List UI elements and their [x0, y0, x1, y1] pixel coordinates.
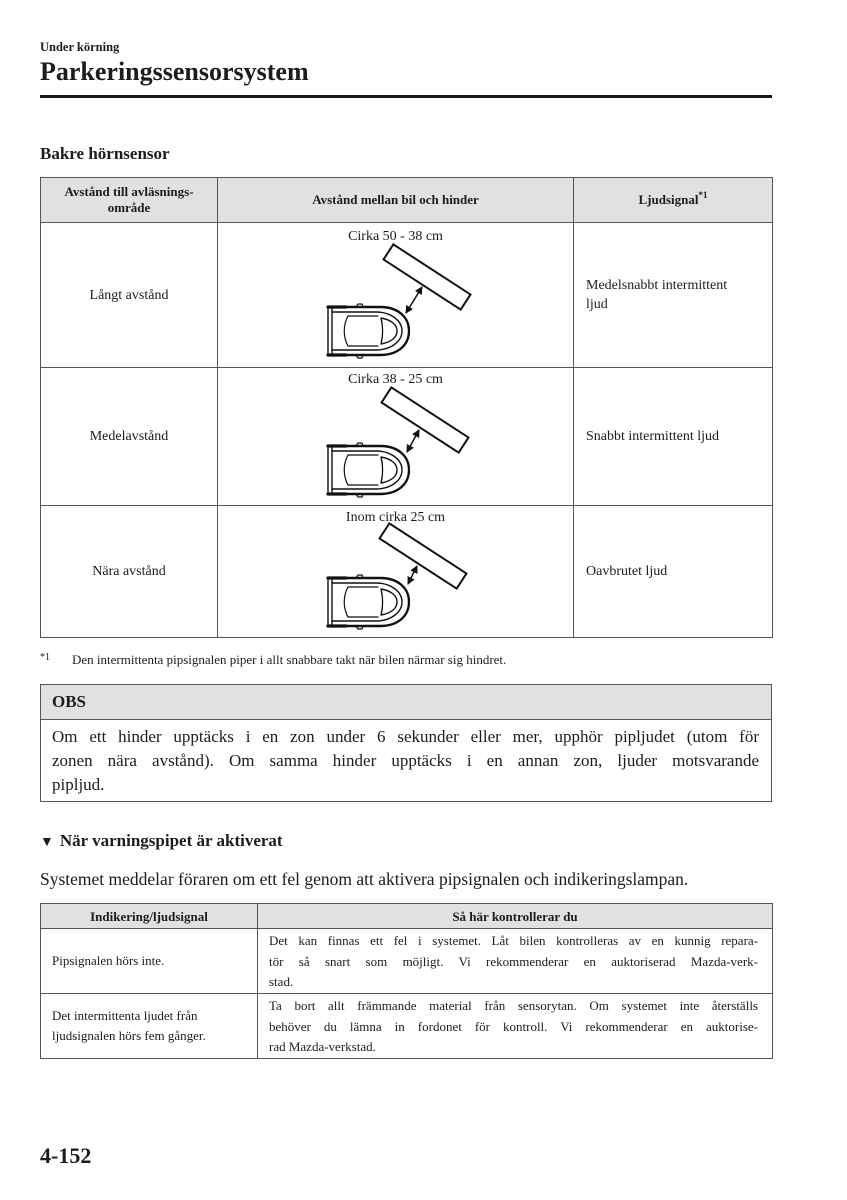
- signal-cell: [574, 223, 773, 368]
- diagram-wrap: [218, 368, 573, 505]
- column-header-signal: [574, 178, 773, 223]
- indication-cell: [41, 994, 258, 1059]
- range-cell: Medelavstånd: [41, 368, 218, 506]
- indication-line: ljudsignalen hörs fem gånger.: [52, 1028, 206, 1043]
- footnote: [40, 650, 506, 668]
- action-line: tör så snart som möjligt. Vi rekommenderar en auktoriserad Mazda-verk-: [269, 953, 758, 969]
- column-header-range: [41, 178, 218, 223]
- triangle-down-icon: ▼: [40, 835, 54, 850]
- warning-section-title: När varningspipet är aktiverat: [59, 831, 283, 850]
- table-row: [41, 223, 773, 368]
- column-header-signal-label: Ljudsignal: [638, 192, 699, 207]
- action-cell: [258, 929, 773, 994]
- indication-line: Pipsignalen hörs inte.: [52, 953, 165, 968]
- notice-line: pipljud.: [52, 775, 105, 794]
- table-row: [41, 929, 773, 994]
- table-row: [41, 368, 773, 506]
- diagram-cell: [218, 506, 574, 638]
- signal-line: Oavbrutet ljud: [586, 564, 668, 579]
- obstacle-bar: [382, 387, 469, 452]
- car-icon: [328, 443, 409, 497]
- indication-line: Det intermittenta ljudet från: [52, 1008, 198, 1023]
- distance-caption: Cirka 38 - 25 cm: [348, 372, 443, 387]
- running-header: Under körning: [40, 40, 120, 54]
- notice-line: zonen nära avstånd). Om samma hinder upptäcks i en annan zon, ljuder motsvarande: [52, 751, 759, 770]
- obstacle-bar: [384, 244, 471, 309]
- action-cell: [258, 994, 773, 1059]
- action-line: rad Mazda-verkstad.: [269, 1039, 376, 1054]
- column-header-distance: Avstånd mellan bil och hinder: [218, 178, 574, 223]
- action-line: stad.: [269, 974, 294, 989]
- range-cell: Långt avstånd: [41, 223, 218, 368]
- diagram-cell: [218, 223, 574, 368]
- warning-intro: Systemet meddelar föraren om ett fel genom att aktivera pipsignalen och indikeringslampan.: [40, 869, 689, 889]
- troubleshooting-header-row: [41, 904, 773, 929]
- footnote-mark: *1: [40, 652, 50, 663]
- notice-body: [41, 720, 771, 797]
- footnote-ref: *1: [698, 190, 708, 200]
- column-header-range-line: område: [107, 200, 151, 215]
- page-title: Parkeringssensorsystem: [40, 57, 309, 86]
- action-line: Det kan finnas ett fel i systemet. Låt bilen kontrolleras av en kunnig repara-: [269, 933, 758, 948]
- signal-line: ljud: [586, 297, 608, 312]
- distance-arrow: [408, 566, 417, 584]
- sensor-table-header-row: [41, 178, 773, 223]
- signal-line: Medelsnabbt intermittent: [586, 278, 728, 293]
- indication-cell: [41, 929, 258, 994]
- sensor-table: [40, 177, 773, 638]
- signal-cell: [574, 368, 773, 506]
- diagram-wrap: [218, 223, 573, 367]
- troubleshooting-table: [40, 903, 773, 1059]
- action-line: behöver du lämna in fordonet för kontroll. Vi rekommenderar en auktorise-: [269, 1018, 758, 1034]
- car-icon: [328, 575, 409, 629]
- page-number: 4-152: [40, 1143, 92, 1168]
- action-line: Ta bort allt främmande material från sensorytan. Om systemet inte återställs: [269, 998, 758, 1013]
- distance-caption: Cirka 50 - 38 cm: [348, 229, 443, 244]
- signal-cell: [574, 506, 773, 638]
- car-obstacle-diagram: [218, 368, 574, 505]
- warning-section-heading: [40, 831, 283, 853]
- notice-box: [40, 684, 772, 802]
- notice-label: OBS: [41, 685, 771, 720]
- diagram-cell: [218, 368, 574, 506]
- sensor-section-heading: Bakre hörnsensor: [40, 144, 170, 163]
- notice-line: Om ett hinder upptäcks i en zon under 6 sekunder eller mer, upphör pipljudet (utom för: [52, 727, 759, 746]
- footnote-text: Den intermittenta pipsignalen piper i allt snabbare takt när bilen närmar sig hindret.: [72, 652, 507, 667]
- table-row: [41, 994, 773, 1059]
- diagram-wrap: [218, 506, 573, 637]
- distance-caption: Inom cirka 25 cm: [345, 510, 446, 525]
- distance-arrow: [406, 287, 422, 313]
- column-header-indication: Indikering/ljudsignal: [41, 904, 258, 929]
- title-rule: [40, 95, 772, 98]
- table-row: [41, 506, 773, 638]
- car-icon: [328, 304, 409, 358]
- signal-line: Snabbt intermittent ljud: [586, 429, 719, 444]
- column-header-action: Så här kontrollerar du: [258, 904, 773, 929]
- column-header-range-line: Avstånd till avläsnings-: [64, 184, 194, 199]
- distance-arrow: [407, 430, 419, 452]
- range-cell: Nära avstånd: [41, 506, 218, 638]
